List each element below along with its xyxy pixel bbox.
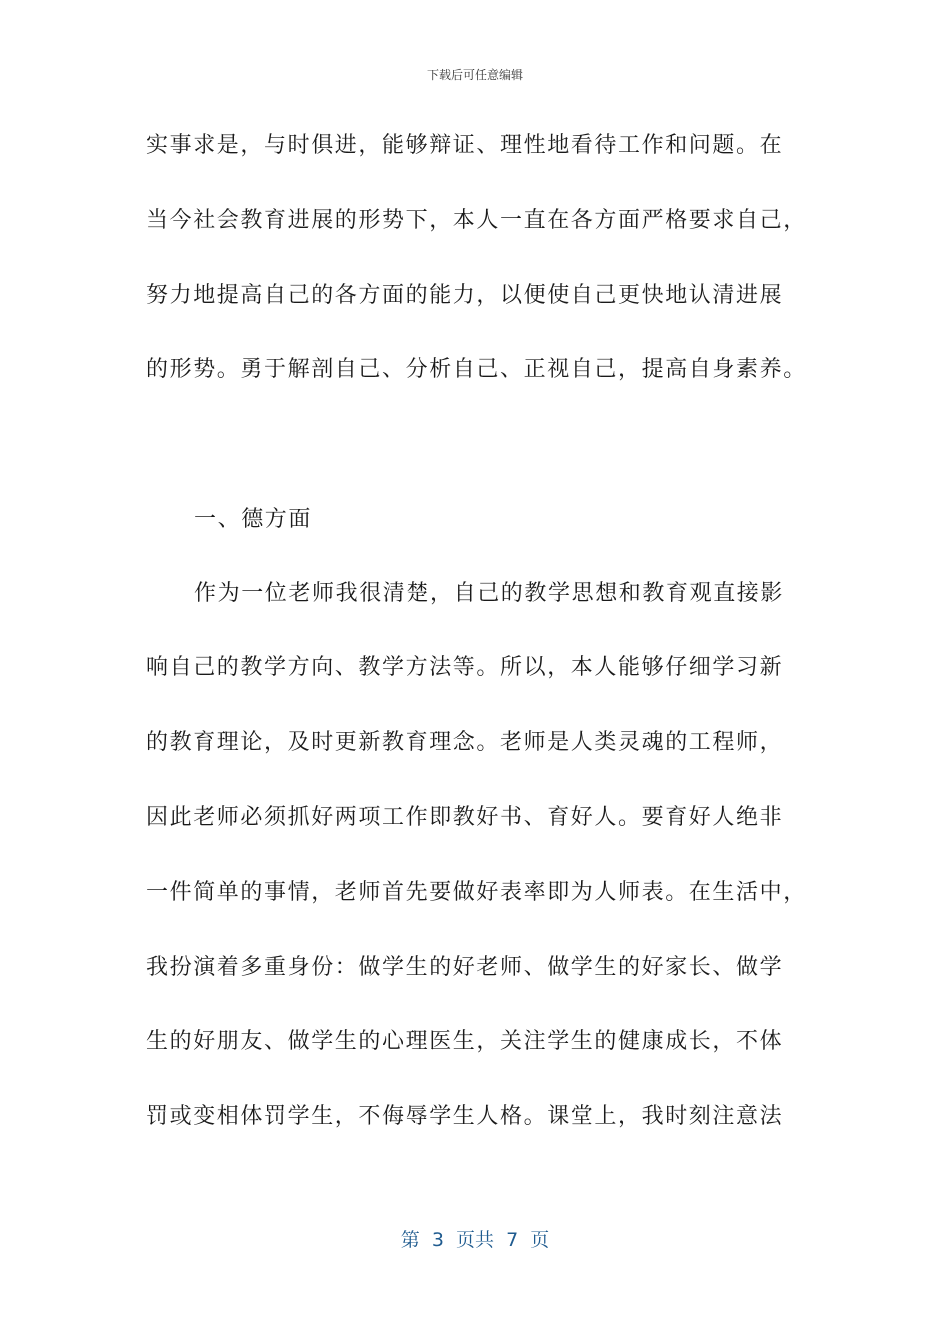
body-line-6: 作为一位老师我很清楚，自己的教学思想和教育观直接影 bbox=[194, 581, 785, 606]
page-header: 下载后可任意编辑 bbox=[426, 68, 523, 82]
body-line-4: 的形势。勇于解剖自己、分析自己、正视自己，提高自身素养。 bbox=[146, 357, 807, 382]
body-line-8: 的教育理论，及时更新教育理念。老师是人类灵魂的工程师， bbox=[146, 730, 784, 755]
body-line-9: 因此老师必须抓好两项工作即教好书、育好人。要育好人绝非 bbox=[146, 805, 784, 830]
body-line-7: 响自己的教学方向、教学方法等。所以，本人能够仔细学习新 bbox=[146, 655, 784, 680]
section-heading: 一、德方面 bbox=[194, 507, 313, 532]
body-line-13: 罚或变相体罚学生，不侮辱学生人格。课堂上，我时刻注意法 bbox=[146, 1104, 784, 1129]
body-line-11: 我扮演着多重身份：做学生的好老师、做学生的好家长、做学 bbox=[146, 955, 784, 980]
page-number-footer: 第 3 页共 7 页 bbox=[400, 1229, 550, 1251]
body-line-12: 生的好朋友、做学生的心理医生，关注学生的健康成长，不体 bbox=[146, 1029, 784, 1054]
body-line-1: 实事求是，与时俱进，能够辩证、理性地看待工作和问题。在 bbox=[146, 133, 784, 158]
body-line-2: 当今社会教育进展的形势下，本人一直在各方面严格要求自己， bbox=[146, 208, 807, 233]
body-line-10: 一件简单的事情，老师首先要做好表率即为人师表。在生活中， bbox=[146, 880, 807, 905]
body-line-3: 努力地提高自己的各方面的能力，以便使自己更快地认清进展 bbox=[146, 283, 784, 308]
